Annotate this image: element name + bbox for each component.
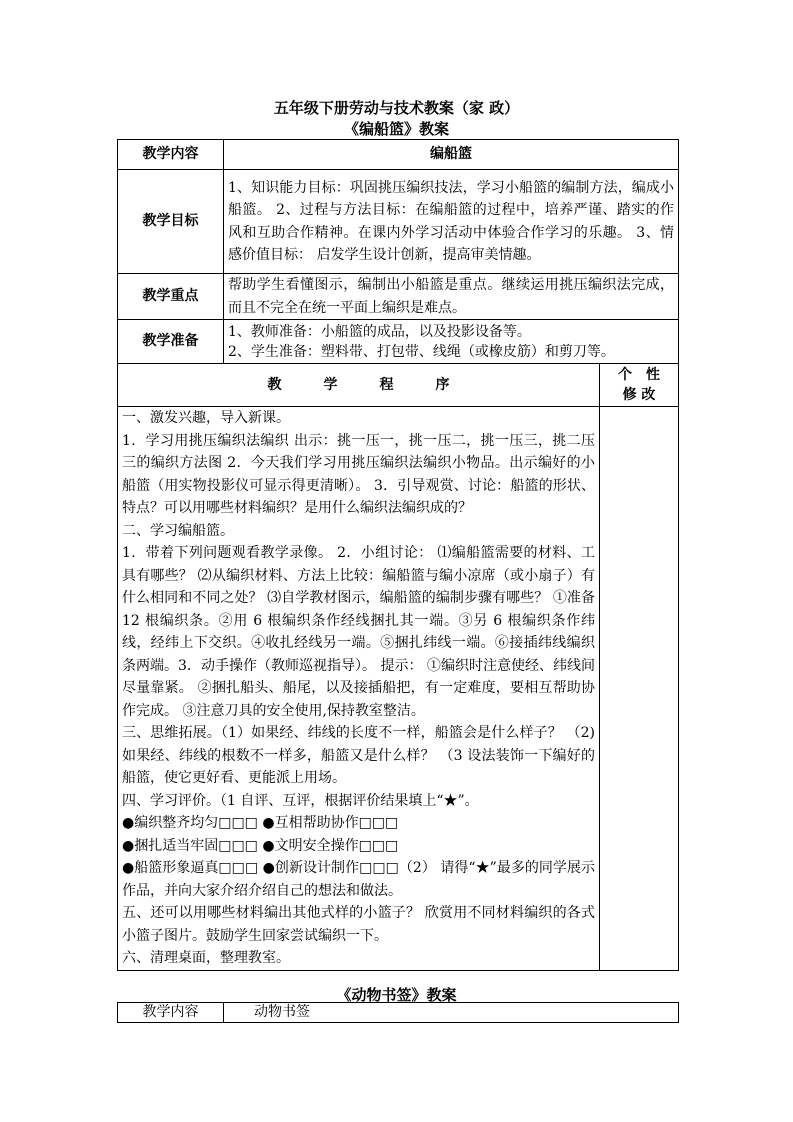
row-goals xyxy=(118,170,679,274)
row-procedure-header xyxy=(118,364,679,407)
lesson-plan-table xyxy=(117,139,679,971)
procedure-step: 二、学习编船篮。 xyxy=(122,522,234,539)
procedure-header: 教 学 程 序 xyxy=(118,364,600,407)
procedure-step: 一、激发兴趣，导入新课。 xyxy=(122,410,290,426)
focus-value: 帮助学生看懂图示，编制出小船篮是重点。继续运用挑压编织法完成，而且不完全在统一平面上编织是难点。 xyxy=(224,274,679,320)
lesson2-title: 《动物书签》教案 xyxy=(336,986,457,1004)
goals-label: 教学目标 xyxy=(118,170,224,274)
document-title: 五年级下册劳动与技术教案（家 政） xyxy=(273,99,520,117)
prep-line-teacher: 1、教师准备：小船篮的成品，以及投影设备等。 xyxy=(228,323,531,340)
procedure-step: 1．学习用挑压编织法编织 出示：挑一压一，挑一压二，挑一压三，挑二压三的编织方法图 2．今天我们学习用挑压编织法编织小物品。出示编好的小船篮（用实物投影仪可显示得更清晰）。 3．引导观赏、讨论：船篮的形状、特点？可以用哪些材料编织？是用什么编织法编织成的？ xyxy=(122,432,595,516)
lesson2-content-value: 动物书签 xyxy=(224,1003,679,1023)
procedure-step: 1．带着下列问题观看教学录像。 2．小组讨论： ⑴编船篮需要的材料、工具有哪些？ ⑵从编织材料、方法上比较：编船篮与编小凉席（或小扇子）有什么相同和不同之处？ ⑶自学教材图示，编船篮的编制步骤有哪些？ ①准备 12 根编织条。②用 6 根编织条作经线捆扎其一端。③另 6 根编织条作纬线，经纬上下交织。④收扎经线另一端。⑤捆扎纬线一端。⑥接插纬线编织条两端。3．动手操作（教师巡视指导）。 提示： ①编织时注意使经、纬线间尽量靠紧。 ②捆扎船头、船尾，以及接插船把，有一定难度，要相互帮助协作完成。 ③注意刀具的安全使用,保持教室整洁。 xyxy=(122,545,595,719)
lesson2-row-content xyxy=(118,1003,679,1023)
row-content xyxy=(118,140,679,170)
lesson2-content-label: 教学内容 xyxy=(118,1003,224,1023)
prep-line-student: 2、学生准备：塑料带、打包带、线绳（或橡皮筋）和剪刀等。 xyxy=(228,343,615,360)
procedure-step: ●船篮形象逼真□□□ ●创新设计制作□□□（2） 请得“★”最多的同学展示作品，并向大家介绍介绍自己的想法和做法。 xyxy=(122,860,595,899)
procedure-step: 三、思维拓展。（1）如果经、纬线的长度不一样，船篮会是什么样子？ （2)如果经、纬线的根数不一样多，船篮又是什么样？ （3 设法装饰一下编好的船篮，使它更好看、更能派上用场。 xyxy=(122,725,595,786)
lesson-title: 《编船篮》教案 xyxy=(343,120,449,138)
modification-header: 个 性 修 改 xyxy=(600,364,679,407)
content-value: 编船篮 xyxy=(224,140,679,170)
row-prep xyxy=(118,320,679,364)
procedure-step: ●捆扎适当牢固□□□ ●文明安全操作□□□ xyxy=(122,837,399,854)
prep-value xyxy=(224,320,679,364)
row-focus xyxy=(118,274,679,320)
modification-cell xyxy=(600,407,679,971)
lesson2-table xyxy=(117,1002,679,1023)
goals-value: 1、知识能力目标：巩固挑压编织技法，学习小船篮的编制方法，编成小船篮。 2、过程与方法目标：在编船篮的过程中，培养严谨、踏实的作风和互助合作精神。在课内外学习活动中体验合作学习的乐趣。 3、情感价值目标： 启发学生设计创新，提高审美情趣。 xyxy=(224,170,679,274)
procedure-step: ●编织整齐均匀□□□ ●互相帮助协作□□□ xyxy=(122,815,399,831)
prep-label: 教学准备 xyxy=(118,320,224,364)
procedure-step: 六、清理桌面，整理教室。 xyxy=(122,950,290,966)
procedure-step: 四、学习评价。（1 自评、互评，根据评价结果填上“★”。 xyxy=(122,792,479,809)
procedure-step: 五、还可以用哪些材料编出其他式样的小篮子？ 欣赏用不同材料编织的各式小篮子图片。鼓励学生回家尝试编织一下。 xyxy=(122,905,595,944)
focus-label: 教学重点 xyxy=(118,274,224,320)
row-procedure xyxy=(118,407,679,971)
content-label: 教学内容 xyxy=(118,140,224,170)
procedure-body xyxy=(118,407,600,971)
